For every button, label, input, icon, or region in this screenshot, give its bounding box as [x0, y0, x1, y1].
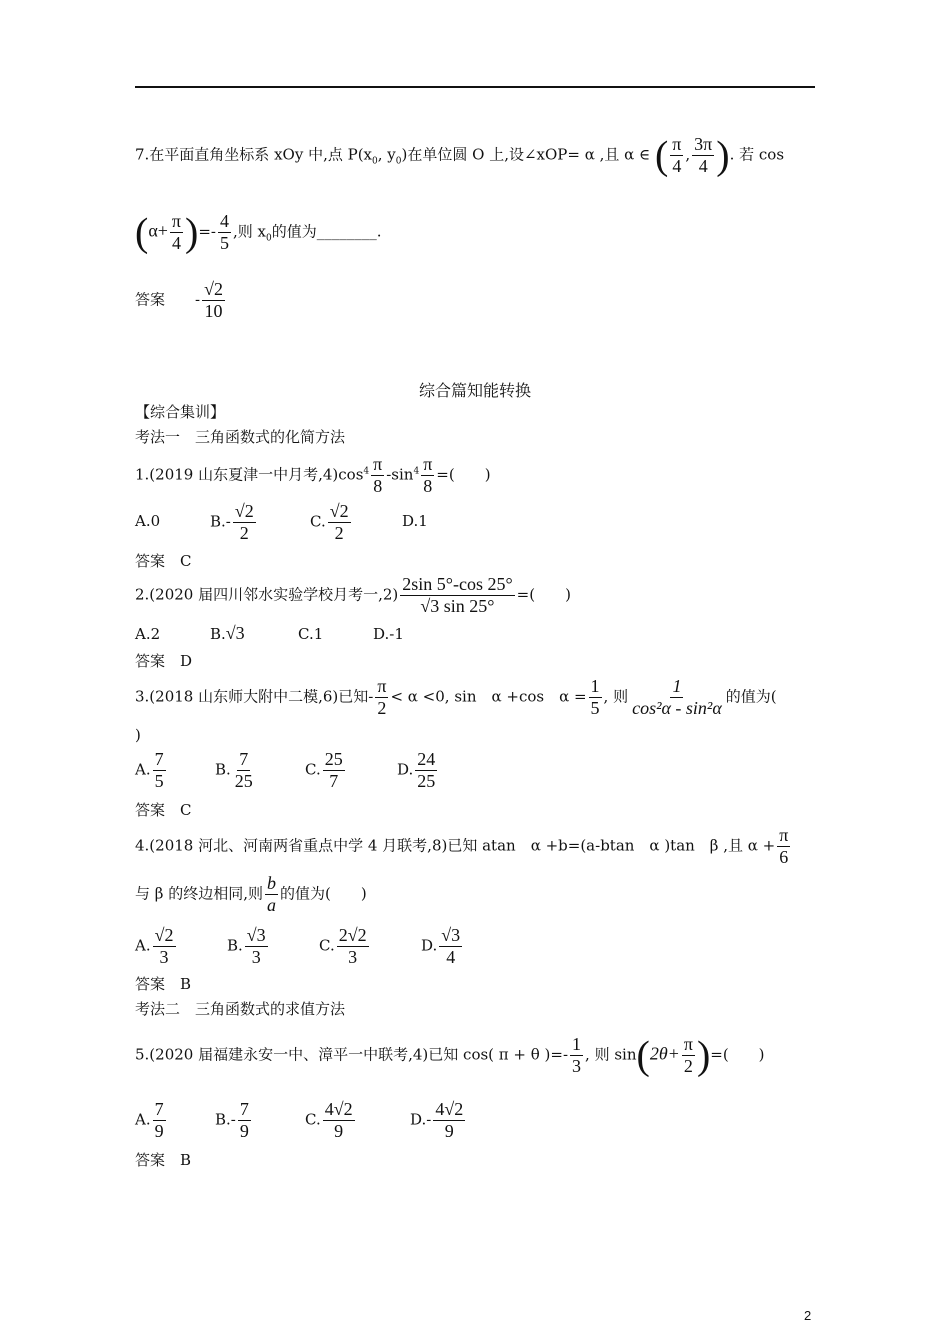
q4-stem: 4.(2018 河北、河南两省重点中学 4 月联考,8)已知 atan α +b=(a-btan α )tan β ,且 α + $\frac{\pi}{6}$ — [135, 825, 789, 867]
page-number: 2 — [804, 1308, 812, 1323]
q5-options: A. $\frac{7}{9}$ B.- $\frac{7}{9}$ C. $\frac{4√2}{9}$ D.- $\frac{4√2}{9}$ — [135, 1099, 464, 1141]
q7-line1: 7.在平面直角坐标系 xOy 中,点 $P(x_0$, $y_0$)在单位圆 O 上,设∠xOP= α ,且 α ∈ ( $\frac{\pi}{4}$ , $\frac{3\pi}{4}$ ). 若 cos — [135, 132, 785, 178]
q1-answer: 答案 C — [135, 552, 192, 570]
q5-answer: 答案 B — [135, 1151, 192, 1169]
q2-stem: 2.(2020 届四川邻水实验学校月考一,2) $\frac{2\sin 5^\circ-\cos 25^\circ}{√3 \sin 25^\circ}$ =( ) — [135, 574, 571, 616]
q4-answer: 答案 B — [135, 975, 192, 993]
q1-options: A.0 B.- $\frac{√2}{2}$ C. $\frac{√2}{2}$ D.1 — [135, 501, 428, 543]
bracket-heading: 【综合集训】 — [135, 403, 226, 421]
q1-stem: 1.(2019 山东夏津一中月考$,4)\cos^4$ $\frac{\pi}{8}$ $-\sin^4$ $\frac{\pi}{8}$ =( ) — [135, 454, 491, 496]
q2-options: A.2 B.√3 C.1 D.-1 — [135, 623, 404, 643]
q3-stem: 3.(2018 山东师大附中二模,6)已知- $\frac{\pi}{2}$ < α <0, sin α +cos α = $\frac{1}{5}$ , 则 $\frac{1}{\text{cos²α - sin²α}}$ 的值为( — [135, 676, 777, 718]
q7-line2: (α+ $\frac{\pi}{4}$ )=- $\frac{4}{5}$ ,则 $x_0$的值为________. — [135, 209, 382, 255]
q3-stem-cont: ) — [135, 726, 141, 744]
header-rule — [135, 86, 815, 88]
method2-heading: 考法二 三角函数式的求值方法 — [135, 1000, 346, 1018]
method1-heading: 考法一 三角函数式的化简方法 — [135, 428, 346, 446]
q3-options: A. $\frac{7}{5}$ B. $\frac{7}{25}$ C. $\frac{25}{7}$ D. $\frac{24}{25}$ — [135, 749, 436, 791]
q7-answer: 答案 - $\frac{√2}{10}$ — [135, 279, 223, 321]
section-heading: 综合篇知能转换 — [418, 381, 531, 400]
q3-answer: 答案 C — [135, 801, 192, 819]
q2-answer: 答案 D — [135, 652, 193, 670]
q5-stem: 5.(2020 届福建永安一中、漳平一中联考,4)已知 cos( π + θ )=- $\frac{1}{3}$ , 则 sin(2θ+ $\frac{\pi}{2}$ )=( ) — [135, 1032, 765, 1078]
q4-stem-cont: 与 β 的终边相同,则 $\frac{b}{a}$ 的值为( ) — [135, 873, 367, 915]
q4-options: A. $\frac{√2}{3}$ B. $\frac{√3}{3}$ C. $\frac{2√2}{3}$ D. $\frac{√3}{4}$ — [135, 925, 461, 967]
